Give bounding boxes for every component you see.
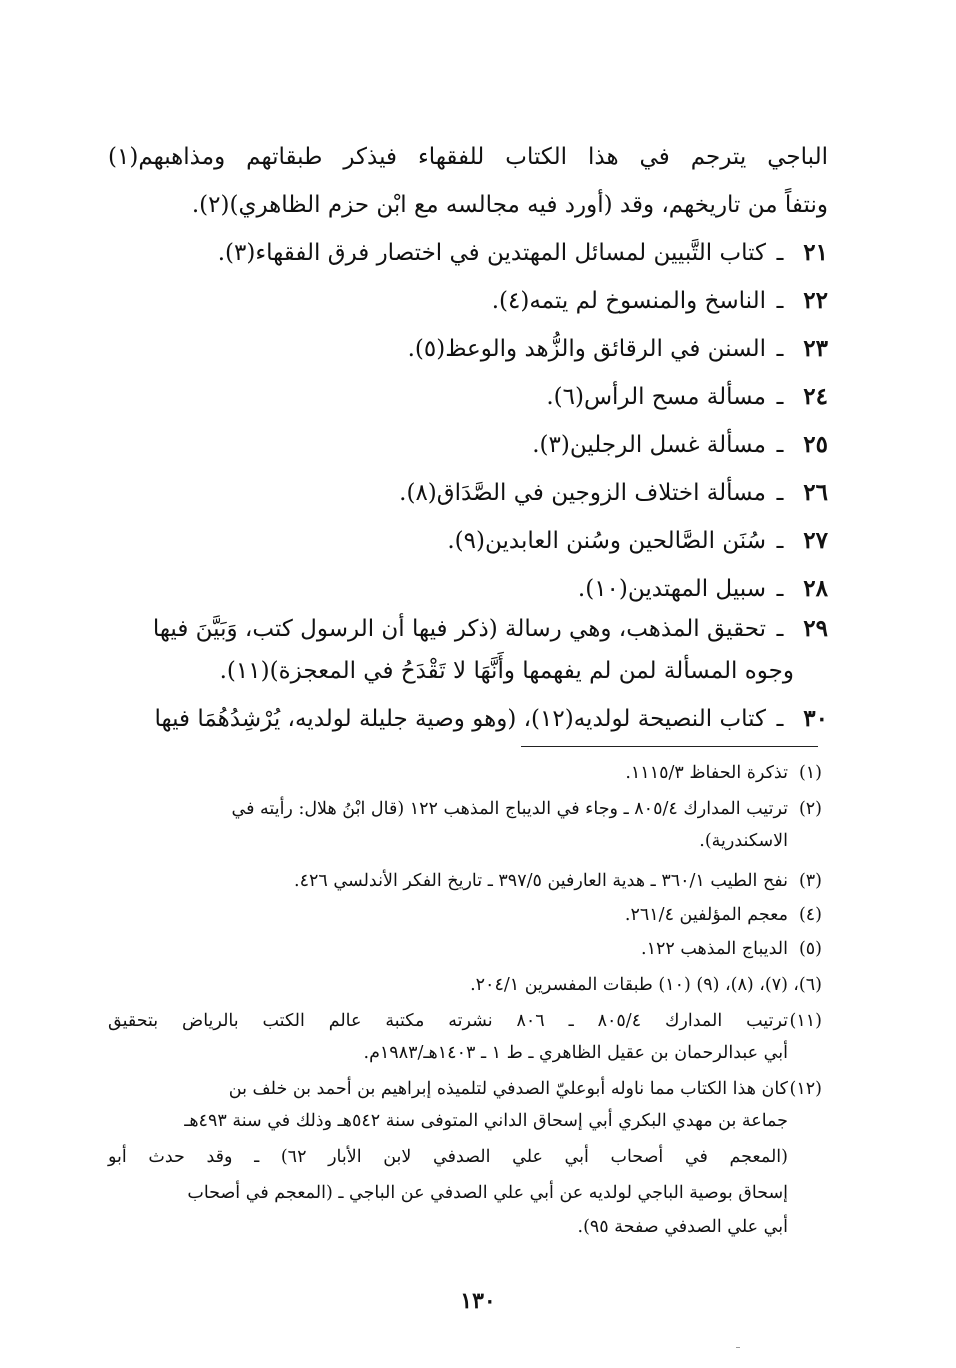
item-number: ٢٧ [803,527,828,554]
item-dash: ـ [776,384,784,410]
footnote-number: (٢) [798,799,822,819]
item-text: تحقيق المذهب، وهي رسالة (ذكر فيها أن الرسول كتب، وَبَيَّنَ فيها [152,616,766,642]
item-dash: ـ [776,528,784,554]
item-number: ٢٦ [803,479,828,506]
footnote-1 [108,760,822,786]
item-dash: ـ [776,706,784,732]
footnote-11-cont: أبي عبدالرحمان بن عقيل الظاهري ـ ط ١ ـ ١٤٠٣هـ/١٩٨٣م. [363,1043,788,1063]
item-text: كتاب التَّبيين لمسائل المهتدين في اختصار فرق الفقهاء(٣). [217,240,766,266]
footnote-11 [108,1008,822,1034]
paragraph-line-1: الباجي يترجم في هذا الكتاب للفقهاء فيذكر طبقاتهم ومذاهبهم(١) [108,144,828,170]
footnote-12-cont: أبي علي الصدفي صفحة ٩٥). [577,1217,788,1237]
item-dash: ـ [776,336,784,362]
item-text: سُنَن الصَّالحين وسُنن العابدين(٩). [447,528,766,554]
footnote-12-cont: جماعة بن مهدي البكري أبي إسحاق الداني المتوفى سنة ٥٤٢هـ وذلك في سنة ٤٩٣هـ [184,1111,788,1131]
item-number: ٢٥ [803,431,828,458]
footnote-2 [108,796,822,822]
item-number: ٢٨ [803,575,828,602]
footnote-number: (١) [798,763,822,783]
footnote-text: الديباج المذهب ١٢٢. [641,939,788,959]
footnote-text: معجم المؤلفين ٢٦١/٤. [624,905,788,925]
footnote-text: ترتيب المدارك ٨٠٥/٤ ـ ٨٠٦ نشرته مكتبة عالم الكتب بالرياض بتحقيق [108,1011,788,1031]
item-text: سبيل المهتدين(١٠). [577,576,766,602]
footnote-4 [108,902,822,928]
item-text: السنن في الرقائق والزُّهد والوعظ(٥). [407,336,766,362]
item-number: ٢٤ [803,383,828,410]
footnote-text: (٧)، (٨)، (٩) (١٠) طبقات المفسرين ٢٠٤/١. [470,975,788,995]
footnote-5 [108,936,822,962]
footnote-text: ترتيب المدارك ٨٠٥/٤ ـ وجاء في الديباج المذهب ١٢٢ (قال ابْنُ هلال: رأيته في [231,799,788,819]
page-number: ١٣٠ [460,1288,496,1314]
paragraph-line-2: ونتفاً من تاريخهم، وقد (أورد فيه مجالسه مع ابْن حزم الظاهري)(٢). [191,192,828,218]
footnotes [108,0,822,1280]
footnote-number: (٣) [798,871,822,891]
item-text: مسألة غسل الرجلين(٣). [532,432,766,458]
footnote-12-cont: (المعجم في أصحاب أبي علي الصدفي لابن الأبار ٦٢) ـ وقد حدث أبو [108,1147,788,1167]
item-dash: ـ [776,240,784,266]
item-number: ٢٣ [803,335,828,362]
footnote-12 [108,1076,822,1102]
footnote-number: (٦)، [793,975,822,995]
footnote-number: (١٢) [789,1079,822,1099]
footnote-number: (١١) [789,1011,822,1031]
footnote-number: (٤) [798,905,822,925]
footnote-6-10 [108,972,822,998]
item-text: مسألة مسح الرأس(٦). [546,384,766,410]
item-dash: ـ [776,432,784,458]
item-dash: ـ [776,616,784,642]
item-dash: ـ [776,576,784,602]
item-dash: ـ [776,288,784,314]
footnote-number: (٥) [798,939,822,959]
footnote-2-cont: الاسكندرية). [699,831,788,851]
item-dash: ـ [776,480,784,506]
footnote-text: تذكرة الحفاظ ١١١٥/٣. [625,763,788,783]
item-number: ٢٢ [803,287,828,314]
footnote-3 [108,868,822,894]
list-item-continuation: وجوه المسألة لمن لم يفهمها وأَنَّهَا لا تَقْدَحُ في المعجزة)(١١). [219,658,794,684]
item-text: مسألة اختلاف الزوجين في الصَّدَاق(٨). [399,480,766,506]
item-number: ٢٩ [803,615,828,642]
item-text: الناسخ والمنسوخ لم يتمه(٤). [491,288,766,314]
scan-mark [736,1347,740,1348]
footnote-text: نفح الطيب ٣٦٠/١ ـ هدية العارفين ٣٩٧/٥ ـ تاريخ الفكر الأندلسي ٤٢٦. [294,871,788,891]
footnote-12-cont: إسحاق بوصية الباجي لولديه عن أبي علي الصدفي عن الباجي ـ (المعجم في أصحاب [187,1183,788,1203]
item-number: ٢١ [803,239,828,266]
footnote-text: كان هذا الكتاب مما ناوله أبوعليّ الصدفي لتلميذه إبراهيم بن أحمد بن خلف بن [228,1079,788,1099]
item-number: ٣٠ [803,705,828,732]
item-text: كتاب النصيحة لولديه(١٢)، (وهو وصية جليلة لولديه، يُرْشِدُهُمَا فيها [154,706,766,732]
